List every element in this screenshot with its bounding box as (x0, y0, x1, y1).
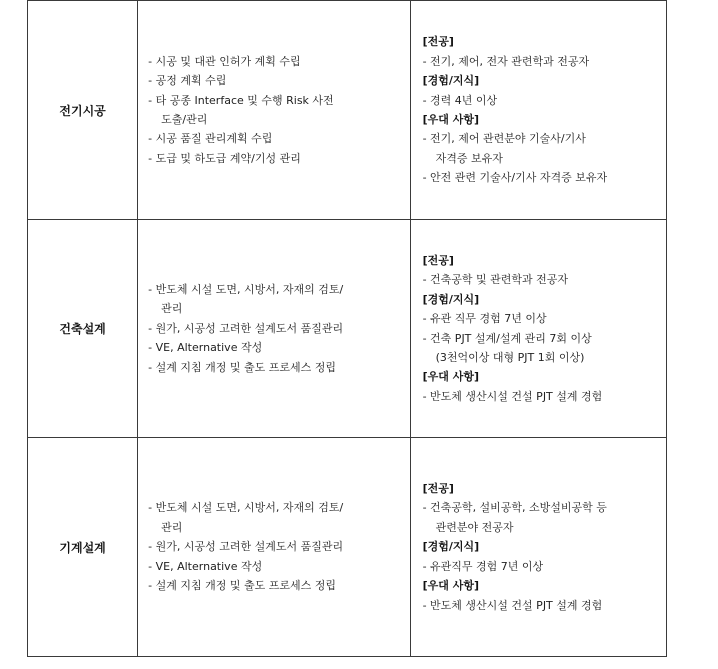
duties-list (148, 498, 409, 595)
section-heading-experience: [경험/지식] (422, 292, 480, 306)
qualification-item: - 경력 4년 이상 (422, 93, 498, 107)
qualification-item: - 전기, 제어 관련분야 기술사/기사 (422, 132, 586, 146)
section-heading-preferred: [우대 사항] (422, 370, 479, 384)
qualifications-cell (410, 220, 666, 438)
qualification-item-continuation: 자격증 보유자 (435, 151, 503, 165)
duty-item: - VE, Alternative 작성 (148, 559, 263, 573)
qualifications-list (423, 251, 666, 406)
role-name: 전기시공 (28, 1, 138, 220)
duty-item: - 원가, 시공성 고려한 설계도서 품질관리 (148, 540, 344, 554)
duty-item-continuation: 관리 (161, 302, 183, 316)
role-name: 건축설계 (28, 220, 138, 438)
qualification-item: - 반도체 생산시설 건설 PJT 설계 경험 (422, 598, 603, 612)
qualification-item: - 건축공학 및 관련학과 전공자 (422, 273, 569, 287)
qualification-item: - 유관직무 경험 7년 이상 (422, 559, 544, 573)
duty-item: - 시공 및 대관 인허가 계획 수립 (148, 54, 301, 68)
section-heading-major: [전공] (422, 253, 454, 267)
duties-list (148, 280, 409, 377)
duty-item-continuation: 도출/관리 (161, 113, 208, 126)
qualifications-list (423, 479, 666, 615)
section-heading-preferred: [우대 사항] (422, 113, 479, 126)
table-row (28, 1, 667, 220)
duty-item: - 반도체 시설 도면, 시방서, 자재의 검토/ (148, 501, 344, 515)
duty-item: - 반도체 시설 도면, 시방서, 자재의 검토/ (148, 282, 344, 296)
qualification-item: - 전기, 제어, 전자 관련학과 전공자 (422, 54, 590, 68)
duty-item: - 설계 지침 개정 및 출도 프로세스 정립 (148, 360, 337, 374)
section-heading-major: [전공] (422, 35, 454, 49)
duty-item: - VE, Alternative 작성 (148, 341, 263, 355)
section-heading-major: [전공] (422, 482, 454, 496)
duty-item: - 시공 품질 관리계획 수립 (148, 132, 273, 146)
role-name: 기계설계 (28, 438, 138, 657)
duties-cell (138, 220, 410, 438)
duties-cell (138, 1, 410, 220)
qualification-item-continuation: 관련분야 전공자 (435, 520, 514, 534)
duty-item: - 도급 및 하도급 계약/기성 관리 (148, 151, 301, 165)
qualification-item: - 건축공학, 설비공학, 소방설비공학 등 (422, 501, 607, 515)
section-heading-experience: [경험/지식] (422, 540, 480, 554)
duties-cell (138, 438, 410, 657)
section-heading-experience: [경험/지식] (422, 74, 480, 88)
duty-item-continuation: 관리 (161, 520, 183, 534)
section-heading-preferred: [우대 사항] (422, 579, 479, 593)
qualifications-cell (410, 1, 666, 220)
qualification-item: - 유관 직무 경험 7년 이상 (422, 312, 547, 326)
qualification-item: - 안전 관련 기술사/기사 자격증 보유자 (422, 171, 608, 185)
table-row (28, 438, 667, 657)
duty-item: - 설계 지침 개정 및 출도 프로세스 정립 (148, 579, 337, 593)
qualification-item-continuation: (3천억이상 대형 PJT 1회 이상) (435, 350, 585, 364)
duty-item: - 공정 계획 수립 (148, 74, 227, 88)
qualifications-list (423, 32, 666, 187)
qualification-item: - 반도체 생산시설 건설 PJT 설계 경험 (422, 389, 603, 403)
job-requirements-table (27, 0, 667, 657)
qualification-item: - 건축 PJT 설계/설계 관리 7회 이상 (422, 331, 592, 345)
table-row (28, 220, 667, 438)
duty-item: - 원가, 시공성 고려한 설계도서 품질관리 (148, 321, 344, 335)
duties-list (148, 52, 409, 168)
duty-item: - 타 공종 Interface 및 수행 Risk 사전 (148, 93, 334, 107)
qualifications-cell (410, 438, 666, 657)
